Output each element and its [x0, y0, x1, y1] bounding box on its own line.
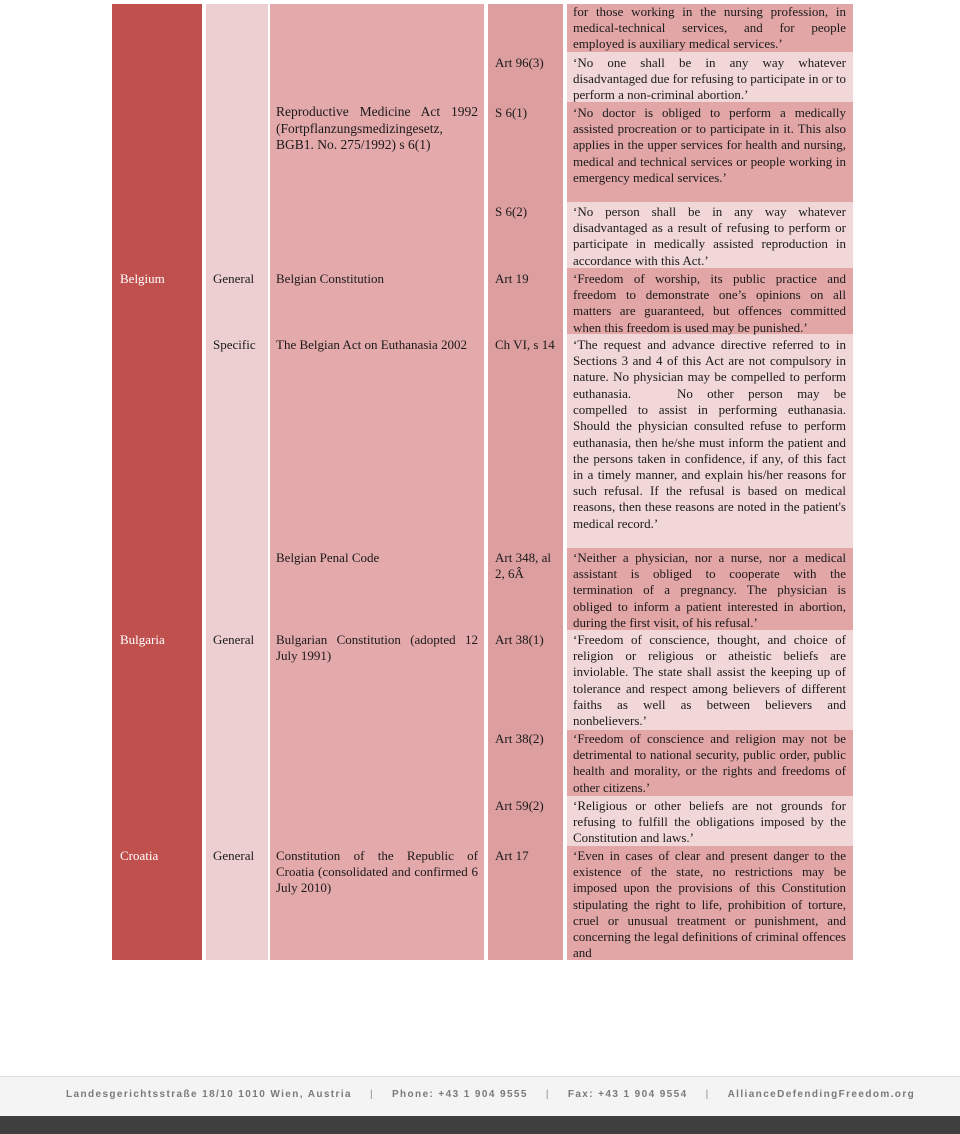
article-column: [488, 4, 563, 960]
category-general: General: [213, 632, 255, 647]
category-column: [206, 4, 268, 960]
article-ref-s-6-2: S 6(2): [495, 204, 528, 219]
country-croatia: Croatia: [120, 848, 159, 863]
footer-contact: [66, 1089, 915, 1100]
provision-text-art-59-2: ‘Religious or other beliefs are not grounds for refusing to fulfill the obligations imposed by the Constitution and laws.’: [573, 798, 846, 846]
law-croatian-constitution: Constitution of the Republic of Croatia (consolidated and confirmed 6 July 2010): [276, 848, 478, 896]
provision-text-art-348: ‘Neither a physician, nor a nurse, nor a medical assistant is obliged to cooperate with the termination of a pregnancy. The physician is obliged to inform a patient interested in abortion, during the first visit, of his refusal.’: [573, 550, 846, 630]
country-belgium: Belgium: [120, 271, 165, 286]
footer-website-link[interactable]: AllianceDefendingFreedom.org: [727, 1089, 916, 1100]
law-bulgarian-constitution: Bulgarian Constitution (adopted 12 July 1991): [276, 632, 478, 664]
footer-separator: |: [369, 1089, 374, 1100]
article-ref-ch-vi-s-14: Ch VI, s 14: [495, 337, 555, 352]
provision-text-art-17: ‘Even in cases of clear and present danger to the existence of the state, no restrictions may be imposed upon the provisions of this Constitution stipulating the right to life, prohibition of torture, cruel or unusual treatment or punishment, and concerning the legal definitions of criminal offences and: [573, 848, 846, 960]
provision-text-continued: for those working in the nursing profession, in medical-technical services, and for people employed is auxiliary medical services.’: [573, 4, 846, 52]
provision-text-art-96-3: ‘No one shall be in any way whatever disadvantaged due for refusing to participate in or to perform a non-criminal abortion.’: [573, 55, 846, 103]
footer-separator: |: [705, 1089, 710, 1100]
article-ref-art-19: Art 19: [495, 271, 529, 286]
provision-text-art-38-1: ‘Freedom of conscience, thought, and choice of religion or religious or atheistic beliefs are inviolable. The state shall assist the keeping up of tolerance and respect among believers of different faiths as well as between believers and nonbelievers.’: [573, 632, 846, 729]
footer-bottom-band: [0, 1116, 960, 1134]
provision-text-s-6-1: ‘No doctor is obliged to perform a medically assisted procreation or to participate in it. This also applies in the upper services for health and nursing, medical and technical services or people working in emergency medical services.’: [573, 105, 846, 185]
law-belgian-constitution: Belgian Constitution: [276, 271, 384, 286]
footer-fax: Fax: +43 1 904 9554: [567, 1089, 688, 1100]
provision-text-ch-vi-a: ‘The request and advance directive referred to in Sections 3 and 4 of this Act are not compulsory in nature. No physician may be compelled to perform euthanasia.: [573, 337, 846, 401]
country-column: [112, 4, 202, 960]
article-ref-art-96-3: Art 96(3): [495, 55, 544, 70]
provision-text-ch-vi-b: No other person may be compelled to assist in performing euthanasia. Should the physician consulted refuse to perform euthanasia, then he/she must inform the patient and the persons taken in confidence, if any, of this fact in a timely manner, and explain his/her reasons for such refusal. If the refusal is based on medical reasons, then these reasons are noted in the patient's medical record.’: [573, 386, 846, 531]
country-bulgaria: Bulgaria: [120, 632, 165, 647]
law-belgian-penal-code: Belgian Penal Code: [276, 550, 380, 565]
footer-address: Landesgerichtsstraße 18/10 1010 Wien, Austria: [66, 1089, 352, 1100]
article-ref-art-59-2: Art 59(2): [495, 798, 544, 813]
provision-text-art-38-2: ‘Freedom of conscience and religion may not be detrimental to national security, public order, public health and morality, or the rights and freedoms of other citizens.’: [573, 731, 846, 795]
reproductive-medicine-act: Reproductive Medicine Act 1992 (Fortpflanzungsmedizingesetz, BGB1. No. 275/1992) s 6(1): [276, 104, 478, 152]
law-belgian-euthanasia-act: The Belgian Act on Euthanasia 2002: [276, 337, 467, 352]
provision-text-s-6-2: ‘No person shall be in any way whatever disadvantaged as a result of refusing to perform or participate in medically assisted reproduction in accordance with this Act.’: [573, 204, 846, 268]
footer-separator: |: [545, 1089, 550, 1100]
category-general: General: [213, 848, 255, 863]
footer-bar: [0, 1076, 960, 1117]
footer-phone: Phone: +43 1 904 9555: [391, 1089, 528, 1100]
provision-text-art-19: ‘Freedom of worship, its public practice and freedom to demonstrate one’s opinions on all matters are guaranteed, but offences committed when this freedom is used may be punished.’: [573, 271, 846, 335]
category-specific: Specific: [213, 337, 256, 352]
category-general: General: [213, 271, 255, 286]
article-ref-art-17: Art 17: [495, 848, 529, 863]
article-ref-art-38-2: Art 38(2): [495, 731, 544, 746]
article-ref-art-38-1: Art 38(1): [495, 632, 544, 647]
article-ref-s-6-1: S 6(1): [495, 105, 528, 120]
article-ref-art-348: Art 348, al 2, 6Â: [495, 550, 551, 582]
